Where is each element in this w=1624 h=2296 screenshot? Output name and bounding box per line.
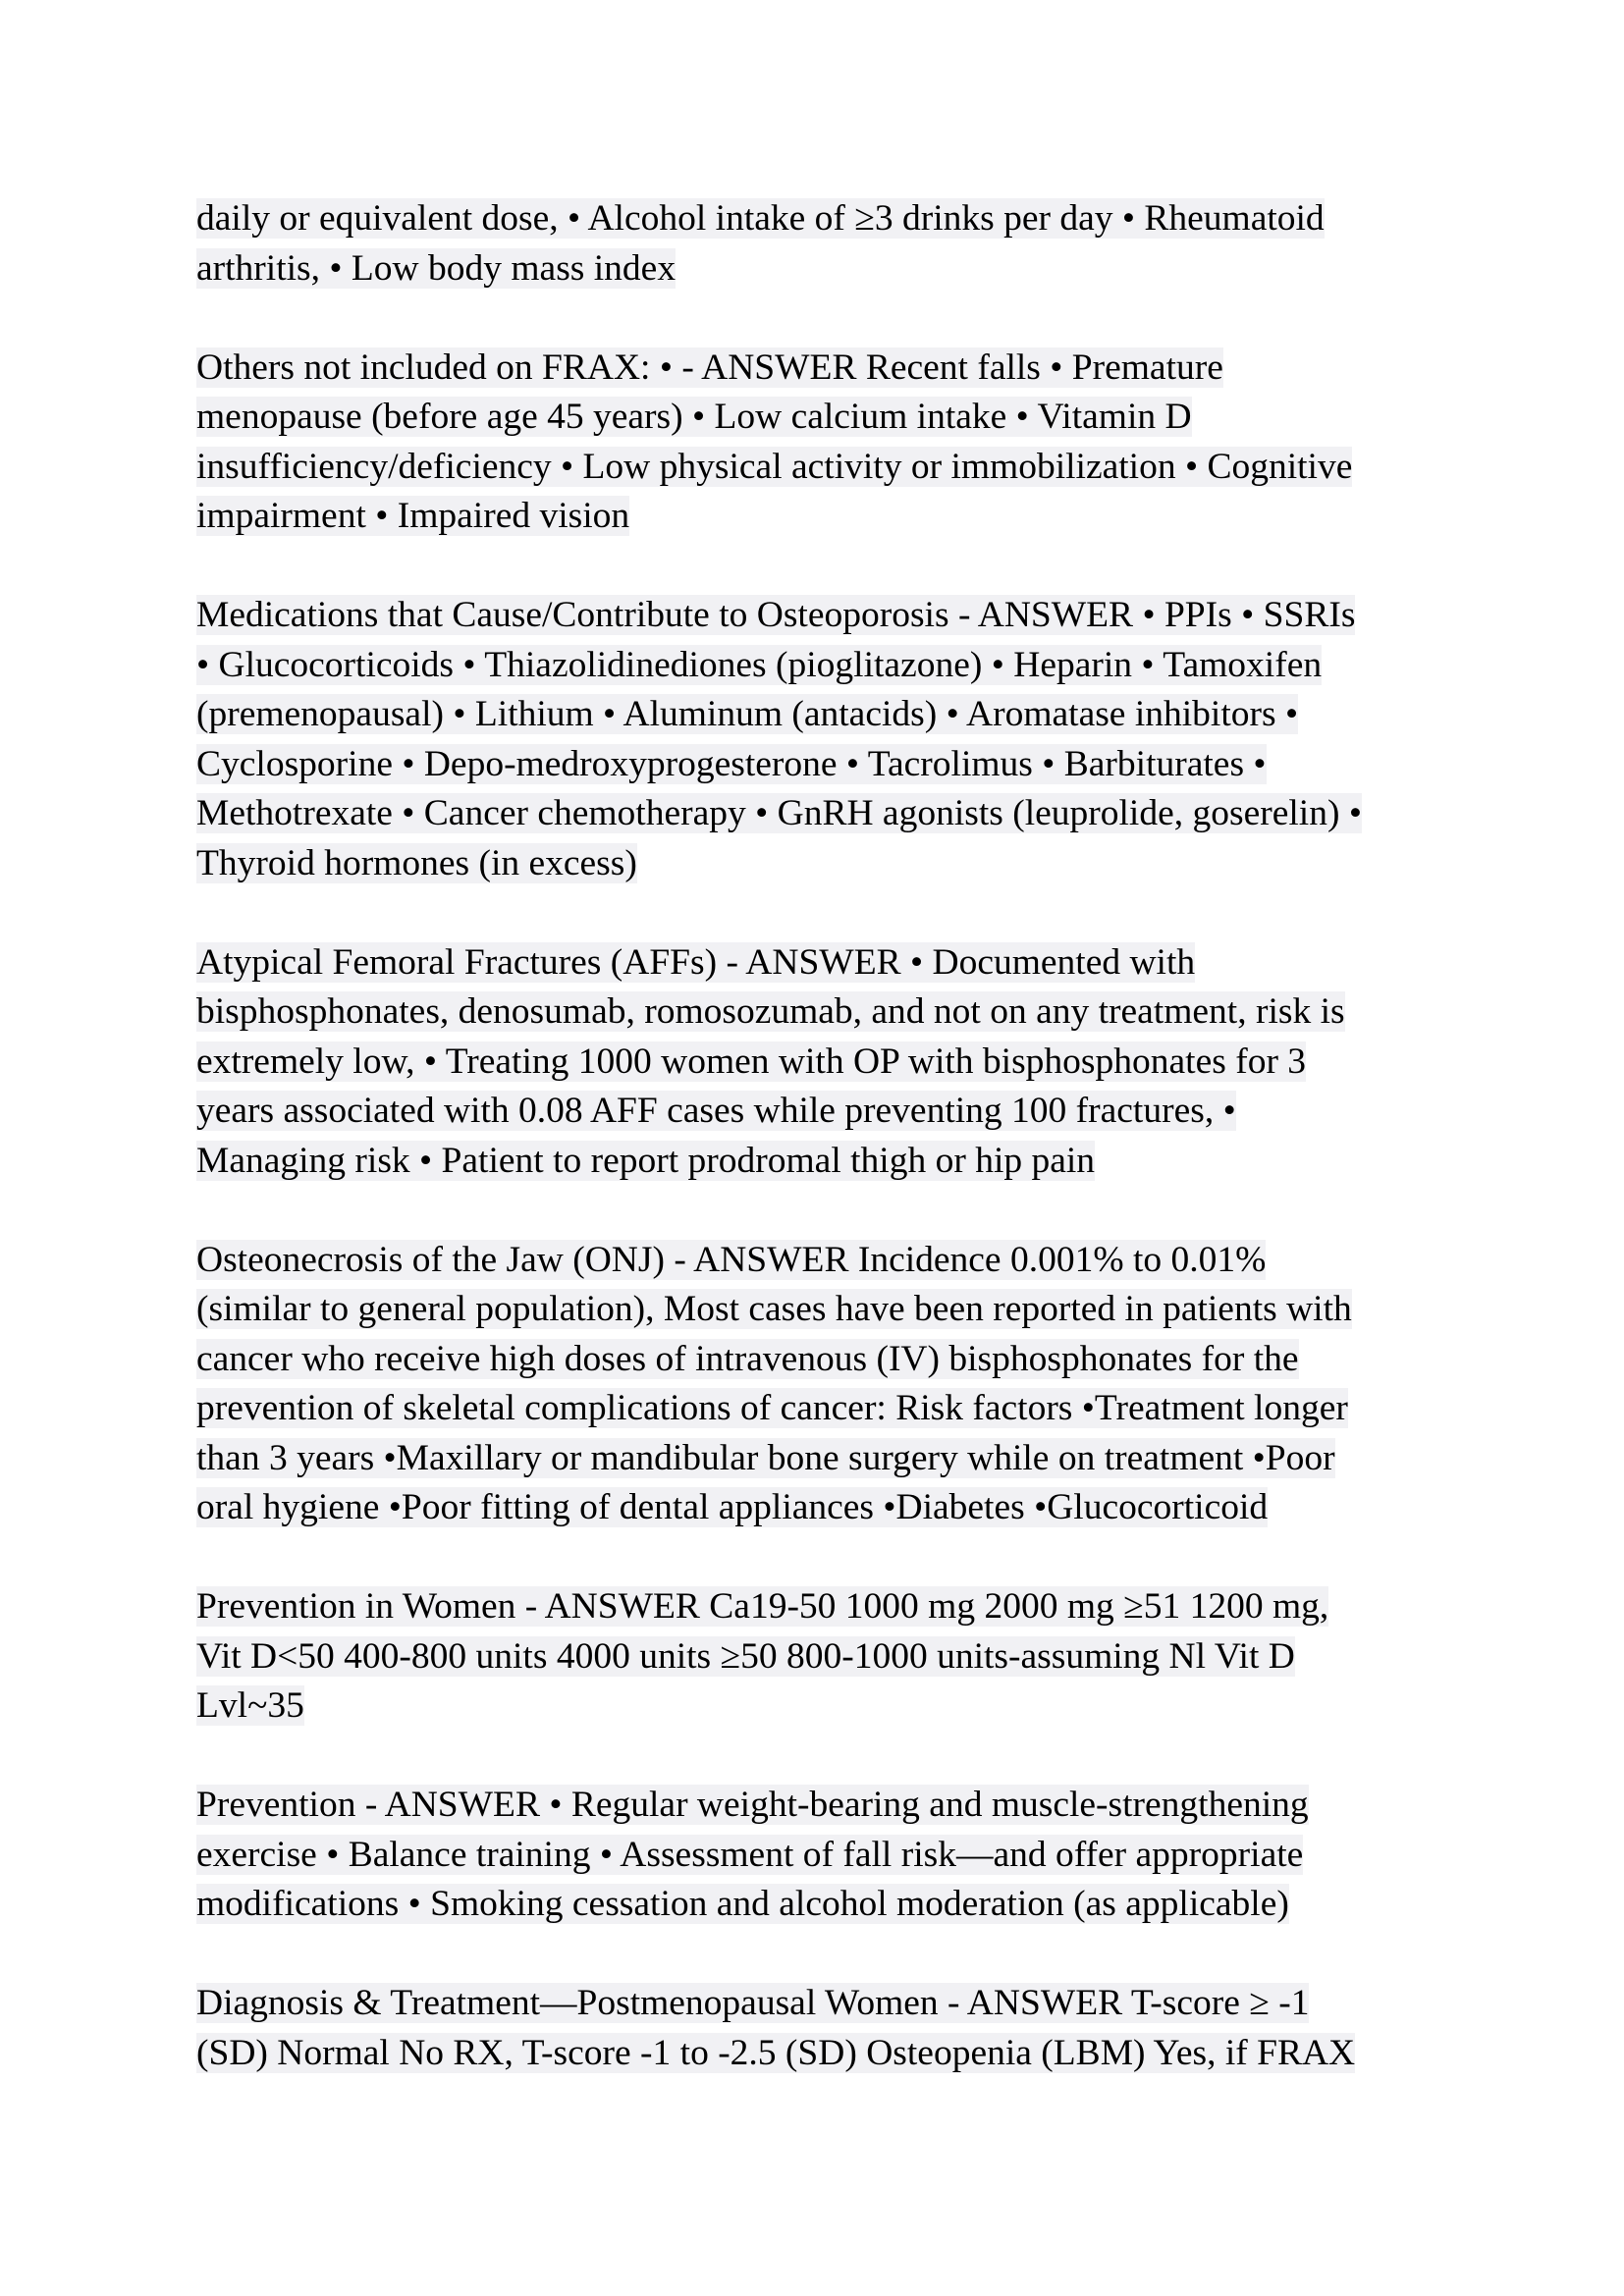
text-line: Atypical Femoral Fractures (AFFs) - ANSWER • Documented with bbox=[196, 941, 1196, 983]
text-line: (SD) Normal No RX, T-score -1 to -2.5 (SD) Osteopenia (LBM) Yes, if FRAX bbox=[196, 2032, 1356, 2073]
paragraph-prevention-in-women bbox=[196, 1582, 1434, 1732]
paragraph-frax-risk-factors bbox=[196, 194, 1434, 294]
text-line: oral hygiene •Poor fitting of dental appliances •Diabetes •Glucocorticoid bbox=[196, 1487, 1269, 1527]
text-line: Osteonecrosis of the Jaw (ONJ) - ANSWER Incidence 0.001% to 0.01% bbox=[196, 1239, 1267, 1280]
paragraph-atypical-femoral-fractures bbox=[196, 938, 1434, 1187]
text-line: prevention of skeletal complications of cancer: Risk factors •Treatment longer bbox=[196, 1388, 1348, 1428]
text-line: • Glucocorticoids • Thiazolidinediones (pioglitazone) • Heparin • Tamoxifen bbox=[196, 644, 1323, 685]
text-line: impairment • Impaired vision bbox=[196, 496, 630, 536]
text-line: Others not included on FRAX: • - ANSWER Recent falls • Premature bbox=[196, 347, 1223, 388]
text-line: arthritis, • Low body mass index bbox=[196, 247, 677, 289]
text-line: cancer who receive high doses of intravenous (IV) bisphosphonates for the bbox=[196, 1338, 1299, 1379]
paragraph-osteonecrosis-jaw bbox=[196, 1236, 1434, 1533]
text-line: modifications • Smoking cessation and alcohol moderation (as applicable) bbox=[196, 1884, 1289, 1924]
document-body bbox=[196, 194, 1434, 2128]
text-line: Prevention - ANSWER • Regular weight-bearing and muscle-strengthening bbox=[196, 1785, 1309, 1825]
text-line: Managing risk • Patient to report prodromal thigh or hip pain bbox=[196, 1140, 1096, 1181]
text-line: (premenopausal) • Lithium • Aluminum (antacids) • Aromatase inhibitors • bbox=[196, 694, 1299, 734]
text-line: exercise • Balance training • Assessment of fall risk—and offer appropriate bbox=[196, 1834, 1304, 1875]
text-line: daily or equivalent dose, • Alcohol intake of ≥3 drinks per day • Rheumatoid bbox=[196, 198, 1325, 239]
paragraph-medications bbox=[196, 591, 1434, 888]
text-line: Cyclosporine • Depo-medroxyprogesterone • Tacrolimus • Barbiturates • bbox=[196, 743, 1267, 784]
text-line: Methotrexate • Cancer chemotherapy • GnRH agonists (leuprolide, goserelin) • bbox=[196, 793, 1362, 833]
text-line: bisphosphonates, denosumab, romosozumab, and not on any treatment, risk is bbox=[196, 991, 1345, 1032]
text-line: (similar to general population), Most cases have been reported in patients with bbox=[196, 1289, 1352, 1329]
text-line: Diagnosis & Treatment—Postmenopausal Women - ANSWER T-score ≥ -1 bbox=[196, 1983, 1310, 2023]
paragraph-diagnosis-treatment bbox=[196, 1979, 1434, 2078]
paragraph-others-not-on-frax bbox=[196, 344, 1434, 542]
text-line: Thyroid hormones (in excess) bbox=[196, 842, 637, 883]
text-line: Lvl~35 bbox=[196, 1685, 304, 1726]
paragraph-prevention bbox=[196, 1781, 1434, 1930]
text-line: years associated with 0.08 AFF cases while preventing 100 fractures, • bbox=[196, 1091, 1236, 1131]
text-line: Medications that Cause/Contribute to Osteoporosis - ANSWER • PPIs • SSRIs bbox=[196, 595, 1356, 635]
text-line: Prevention in Women - ANSWER Ca19-50 1000 mg 2000 mg ≥51 1200 mg, bbox=[196, 1586, 1329, 1627]
text-line: insufficiency/deficiency • Low physical activity or immobilization • Cognitive bbox=[196, 446, 1353, 487]
text-line: extremely low, • Treating 1000 women with OP with bisphosphonates for 3 bbox=[196, 1041, 1307, 1082]
text-line: Vit D<50 400-800 units 4000 units ≥50 800-1000 units-assuming Nl Vit D bbox=[196, 1635, 1295, 1677]
text-line: than 3 years •Maxillary or mandibular bone surgery while on treatment •Poor bbox=[196, 1437, 1335, 1478]
text-line: menopause (before age 45 years) • Low calcium intake • Vitamin D bbox=[196, 397, 1192, 437]
